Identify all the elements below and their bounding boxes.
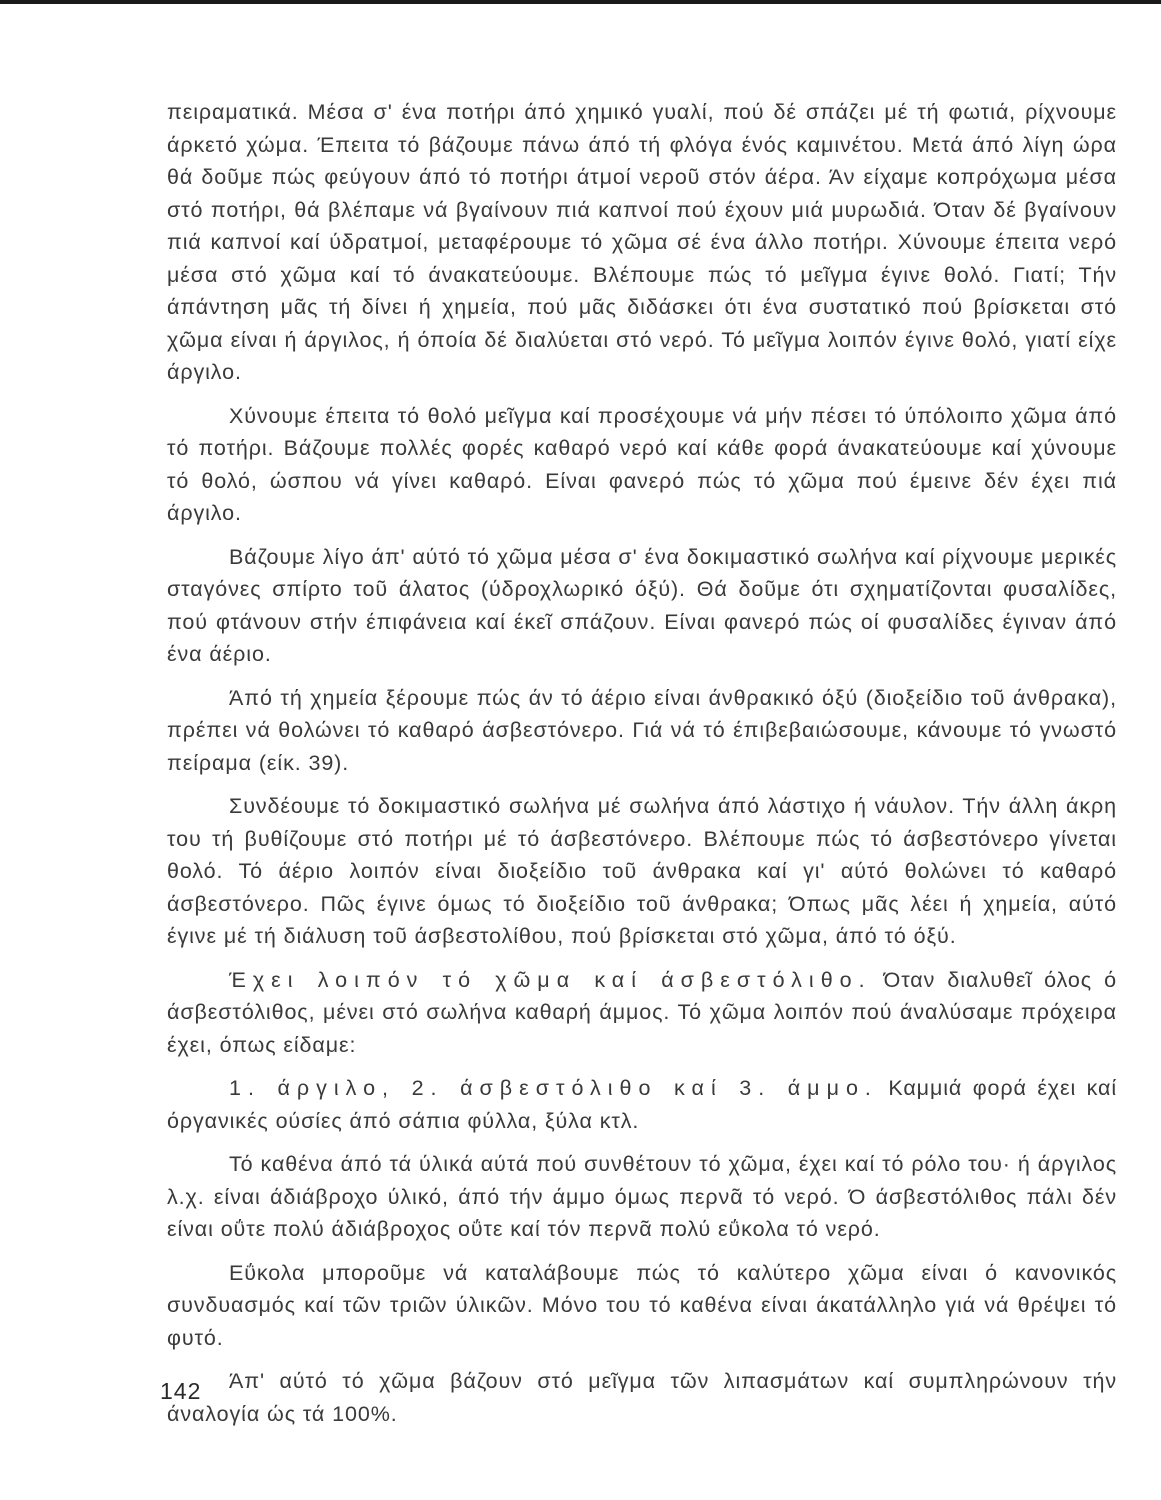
paragraph-8: Τό καθένα άπό τά ύλικά αύτά πού συνθέτουν τό χῶμα, έχει καί τό ρόλο του· ή άργιλος λ.χ. είναι άδιάβροχο ύλικό, άπό τήν άμμο όμως περνᾶ τό νερό. Ό άσβεστόλιθος πάλι δέν είναι οΰτε πολύ άδιάβροχος οΰτε καί τόν περνᾶ πολύ εΰκολα τό νερό. [167, 1152, 1117, 1241]
paragraph-2: Χύνουμε έπειτα τό θολό μεῖγμα καί προσέχουμε νά μήν πέσει τό ύπόλοιπο χῶμα άπό τό ποτήρι. Βάζουμε πολλές φορές καθαρό νερό καί κάθε φορά άνακατεύουμε καί χύνουμε τό θολό, ώσπου νά γίνει καθαρό. Είναι φανερό πώς τό χῶμα πού έμεινε δέν έχει πιά άργιλο. [167, 403, 1117, 525]
page-top-edge [0, 0, 1161, 4]
paragraph-7-text: Καμμιά φορά έχει καί όργανικές ούσίες άπό σάπια φύλλα, ξύλα κτλ. [167, 1076, 1117, 1133]
paragraph-9: Εΰκολα μποροῦμε νά καταλάβουμε πώς τό καλύτερο χῶμα είναι ό κανονικός συνδυασμός καί τῶν τριῶν ύλικῶν. Μόνο του τό καθένα είναι άκατάλληλο γιά νά θρέψει τό φυτό. [167, 1260, 1117, 1350]
paragraph-5: Συνδέουμε τό δοκιμαστικό σωλήνα μέ σωλήνα άπό λάστιχο ή νάυλον. Τήν άλλη άκρη του τή βυθίζουμε στό ποτήρι μέ τό άσβεστόνερο. Βλέπουμε πώς τό άσβεστόνερο γίνεται θολό. Τό άέριο λοιπόν είναι διοξείδιο τοῦ άνθρακα καί γι' αύτό θολώνει τό καθαρό άσβεστόνερο. Πῶς έγινε όμως τό διοξείδιο τοῦ άνθρακα; Όπως μᾶς λέει ή χημεία, αύτό έγινε μέ τή διάλυση τοῦ άσβεστολίθου, πού βρίσκεται στό χῶμα, άπό τό όξύ. [167, 794, 1117, 948]
paragraph-6-emphasis: Έχει λοιπόν τό χῶμα καί άσβεστόλιθο. [229, 967, 872, 992]
paragraph-3: Βάζουμε λίγο άπ' αύτό τό χῶμα μέσα σ' ένα δοκιμαστικό σωλήνα καί ρίχνουμε μερικές σταγόνες σπίρτο τοῦ άλατος (ύδροχλωρικό όξύ). Θά δοῦμε ότι σχηματίζονται φυσαλίδες, πού φτάνουν στήν έπιφάνεια καί έκεῖ σπάζουν. Είναι φανερό πώς οί φυσαλίδες έγιναν άπό ένα άέριο. [167, 544, 1117, 666]
paragraph-1: πειραματικά. Μέσα σ' ένα ποτήρι άπό χημικό γυαλί, πού δέ σπάζει μέ τή φωτιά, ρίχνουμε άρκετό χώμα. Έπειτα τό βάζουμε πάνω άπό τή φλόγα ένός καμινέτου. Μετά άπό λίγη ώρα θά δοῦμε πώς φεύγουν άπό τό ποτήρι άτμοί νεροῦ στόν άέρα. Άν είχαμε κοπρόχωμα μέσα στό ποτήρι, θά βλέπαμε νά βγαίνουν πιά καπνοί πού έχουν μιά μυρωδιά. Όταν δέ βγαίνουν πιά καπνοί καί ύδρατμοί, μεταφέρουμε τό χῶμα σέ ένα άλλο ποτήρι. Χύνουμε έπειτα νερό μέσα στό χῶμα καί τό άνακατεύουμε. Βλέπουμε πώς τό μεῖγμα έγινε θολό. Γιατί; Τήν άπάντηση μᾶς τή δίνει ή χημεία, πού μᾶς διδάσκει ότι ένα συστατικό πού βρίσκεται στό χῶμα είναι ή άργιλος, ή όποία δέ διαλύεται στό νερό. Τό μεῖγμα λοιπόν έγινε θολό, γιατί είχε άργιλο. [167, 100, 1117, 384]
page-number: 142 [160, 1378, 202, 1404]
page-body [167, 96, 1117, 1441]
paragraph-10: Άπ' αύτό τό χῶμα βάζουν στό μεῖγμα τῶν λιπασμάτων καί συμπληρώνουν τήν άναλογία ώς τά 100%. [167, 1369, 1117, 1426]
paragraph-4: Άπό τή χημεία ξέρουμε πώς άν τό άέριο είναι άνθρακικό όξύ (διοξείδιο τοῦ άνθρακα), πρέπει νά θολώνει τό καθαρό άσβεστόνερο. Γιά νά τό έπιβεβαιώσουμε, κάνουμε τό γνωστό πείραμα (είκ. 39). [167, 685, 1117, 775]
paragraph-7-emphasis: 1. άργιλο, 2. άσβεστόλιθο καί 3. άμμο. [229, 1076, 878, 1100]
paragraph-7 [167, 1072, 1117, 1137]
paragraph-6-text: Όταν διαλυθεῖ όλος ό άσβεστόλιθος, μένει στό σωλήνα καθαρή άμμος. Τό χῶμα λοιπόν πού άναλύσαμε πρόχειρα έχει, όπως είδαμε: [167, 967, 1117, 1057]
paragraph-6 [167, 964, 1117, 1062]
